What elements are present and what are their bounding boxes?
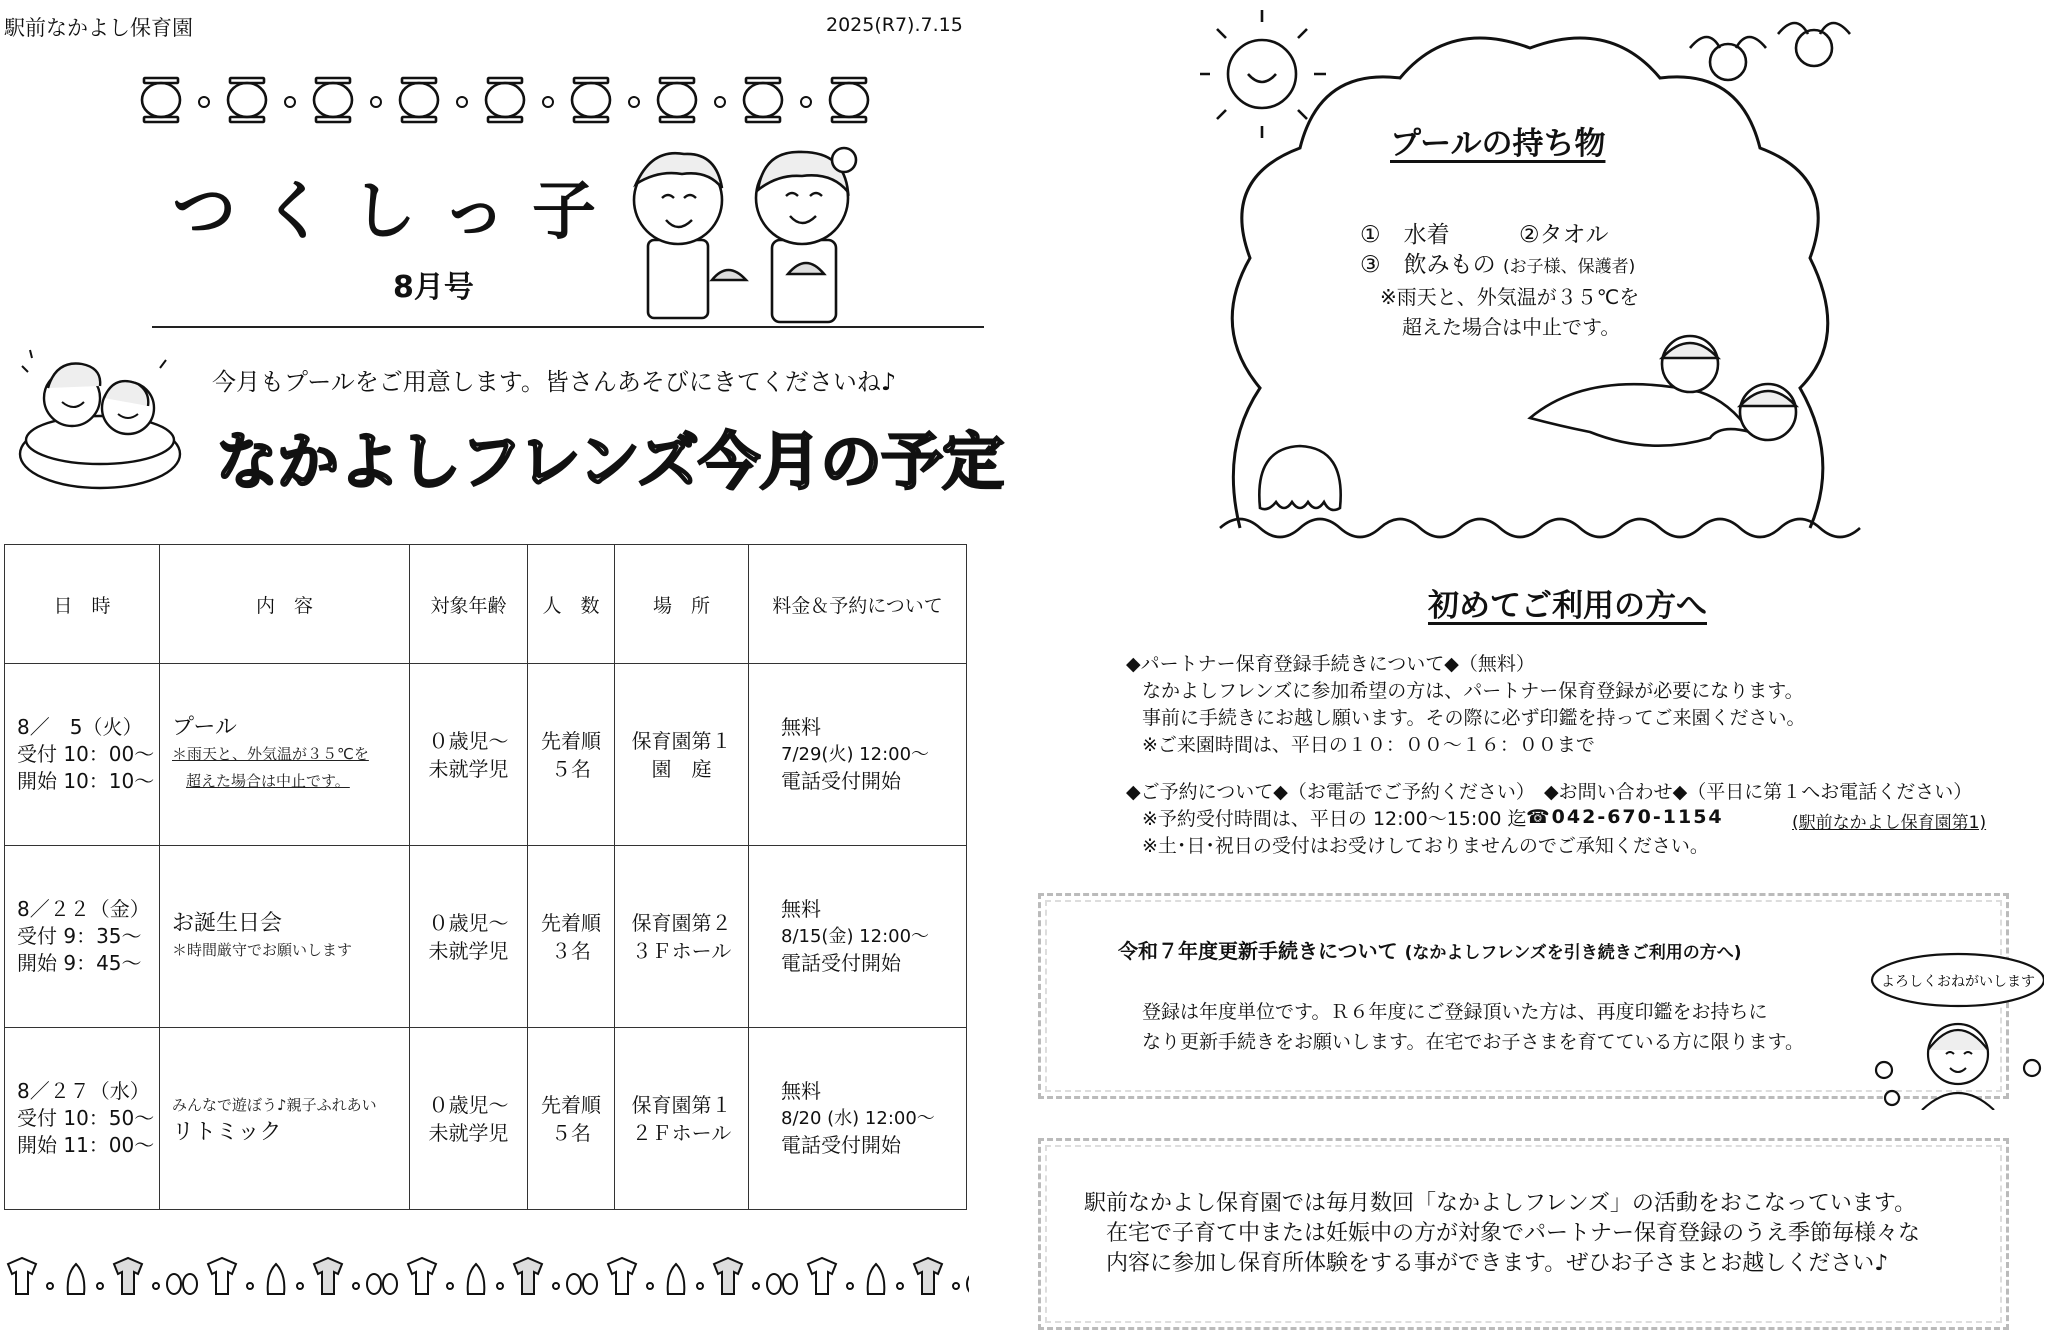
age-to: 未就学児 <box>428 938 509 963</box>
content-cell <box>160 1028 410 1210</box>
date-cell <box>5 664 160 846</box>
start-time: 開始 9：45～ <box>17 951 142 975</box>
renewal-text: なり更新手続きをお願いします。在宅でお子さまを育てている方に限ります。 <box>1142 1031 1804 1053</box>
fee-cell <box>749 1028 967 1210</box>
capacity-cell <box>528 664 615 846</box>
phone-note: (駅前なかよし保育園第1) <box>1792 813 1987 833</box>
renewal-text: 登録は年度単位です。Ｒ６年度にご登録頂いた方は、再度印鑑をお持ちに <box>1142 1001 1768 1023</box>
table-header-row <box>5 545 967 664</box>
start-time: 開始 11：00～ <box>17 1133 155 1157</box>
schedule-table <box>4 544 967 1210</box>
partner-text: 事前に手続きにお越し願います。その際に必ず印鑑を持ってご来園ください。 <box>1142 707 1806 729</box>
capacity-count: ５名 <box>551 1120 591 1145</box>
issue-date: 2025(R7).7.15 <box>826 14 963 36</box>
age-cell <box>410 846 528 1028</box>
table-row <box>5 664 967 846</box>
reception-time: 受付 10：00～ <box>17 742 155 766</box>
pool-items-list <box>1360 220 1639 342</box>
place-cell <box>615 664 749 846</box>
renewal-heading <box>1118 935 1742 964</box>
column-header: 内 容 <box>160 545 410 664</box>
age-from: ０歳児～ <box>428 1092 509 1117</box>
inquiry-heading: ◆お問い合わせ◆（平日に第１へお電話ください） <box>1544 781 1973 803</box>
about-text: 在宅で子育て中または妊娠中の方が対象でパートナー保育登録のうえ季節毎様々な <box>1106 1221 1921 1246</box>
place-room: ３Ｆホール <box>631 938 732 963</box>
booking-note: 電話受付開始 <box>781 1133 901 1157</box>
pool-item: ②タオル <box>1518 222 1609 248</box>
partner-text: なかよしフレンズに参加希望の方は、パートナー保育登録が必要になります。 <box>1142 680 1804 702</box>
content-cell <box>160 846 410 1028</box>
lantern-garland-illustration <box>140 72 880 128</box>
place-building: 保育園第１ <box>631 728 732 753</box>
reception-time: 受付 9：35～ <box>17 924 142 948</box>
capacity-count: ３名 <box>551 938 591 963</box>
first-time-heading: 初めてご利用の方へ <box>1428 588 1707 624</box>
age-cell <box>410 664 528 846</box>
table-row <box>5 846 967 1028</box>
partner-heading: ◆パートナー保育登録手続きについて◆（無料） <box>1126 653 1535 675</box>
booking-start: 8/20 (水) 12:00～ <box>781 1108 935 1129</box>
event-subtitle: みんなで遊ぼう♪親子ふれあい <box>172 1095 377 1114</box>
age-to: 未就学児 <box>428 756 509 781</box>
date-cell <box>5 846 160 1028</box>
pool-items-heading: プールの持ち物 <box>1390 126 1606 162</box>
booking-note: 電話受付開始 <box>781 769 901 793</box>
date-cell <box>5 1028 160 1210</box>
event-date: 8／２７（水） <box>17 1079 150 1103</box>
renewal-title: 令和７年度更新手続きについて <box>1118 939 1398 963</box>
column-header: 場 所 <box>615 545 749 664</box>
booking-start: 8/15(金) 12:00～ <box>781 926 930 947</box>
capacity-count: ５名 <box>551 756 591 781</box>
pool-note: ※雨天と、外気温が３５℃を <box>1380 285 1640 309</box>
schedule-heading: なかよしフレンズ今月の予定 <box>216 425 1004 498</box>
org-name: 駅前なかよし保育園 <box>4 16 193 40</box>
partner-text: ※ご来園時間は、平日の１０：００～１６：００まで <box>1142 734 1595 756</box>
place-cell <box>615 1028 749 1210</box>
place-cell <box>615 846 749 1028</box>
about-text: 駅前なかよし保育園では毎月数回「なかよしフレンズ」の活動をおこなっています。 <box>1084 1191 1917 1216</box>
intro-message: 今月もプールをご用意します。皆さんあそびにきてくださいね♪ <box>212 368 897 396</box>
age-from: ０歳児～ <box>428 910 509 935</box>
age-from: ０歳児～ <box>428 728 509 753</box>
pool-item: ① 水着 <box>1360 222 1450 248</box>
start-time: 開始 10：10～ <box>17 769 155 793</box>
column-header: 料金＆予約について <box>749 545 967 664</box>
greeting-girl-illustration <box>1862 950 2044 1110</box>
reception-time: 受付 10：50～ <box>17 1106 155 1130</box>
table-row <box>5 1028 967 1210</box>
place-building: 保育園第１ <box>631 1092 732 1117</box>
column-header: 対象年齢 <box>410 545 528 664</box>
pool-note: 超えた場合は中止です。 <box>1402 315 1621 339</box>
fee: 無料 <box>781 897 821 921</box>
fee-cell <box>749 846 967 1028</box>
renewal-title-note: (なかよしフレンズを引き続きご利用の方へ) <box>1404 943 1742 963</box>
phone-number[interactable]: ☎042-670-1154 <box>1526 806 1724 828</box>
fee: 無料 <box>781 715 821 739</box>
booking-heading: ◆ご予約について◆（お電話でご予約ください） <box>1126 781 1535 803</box>
fee-cell <box>749 664 967 846</box>
issue-label: 8月号 <box>393 270 474 305</box>
booking-text: ※予約受付時間は、平日の 12:00～15:00 迄 <box>1142 808 1527 830</box>
place-building: 保育園第２ <box>631 910 732 935</box>
kids-in-pool-illustration <box>14 346 184 494</box>
greeting-bubble-text: よろしくおねがいします <box>1881 974 2035 990</box>
content-cell <box>160 664 410 846</box>
yukata-geta-border-illustration <box>4 1252 969 1298</box>
capacity-rule: 先着順 <box>541 1092 601 1117</box>
event-note: ＊時間厳守でお願いします <box>172 940 353 959</box>
age-to: 未就学児 <box>428 1120 509 1145</box>
about-text: 内容に参加し保育所体験をする事ができます。ぜひお子さまとお越しください♪ <box>1106 1251 1889 1276</box>
capacity-cell <box>528 1028 615 1210</box>
booking-note: 電話受付開始 <box>781 951 901 975</box>
event-title: プール <box>172 715 237 740</box>
event-title: リトミック <box>172 1119 282 1145</box>
kids-eating-shaved-ice-illustration <box>612 140 882 328</box>
event-date: 8／２２（金） <box>17 897 150 921</box>
booking-start: 7/29(火) 12:00～ <box>781 744 930 765</box>
event-note: ＊雨天と、外気温が３５℃を <box>172 745 369 763</box>
newsletter-title: つくしっ子 <box>172 175 622 249</box>
event-date: 8／ 5（火） <box>17 715 143 739</box>
event-note: 超えた場合は中止です。 <box>186 772 350 790</box>
pool-item-note: (お子様、保護者) <box>1502 257 1636 277</box>
booking-text: ※土･日･祝日の受付はお受けしておりませんのでご承知ください。 <box>1142 835 1709 857</box>
column-header: 日 時 <box>5 545 160 664</box>
capacity-rule: 先着順 <box>541 910 601 935</box>
capacity-rule: 先着順 <box>541 728 601 753</box>
age-cell <box>410 1028 528 1210</box>
event-title: お誕生日会 <box>172 910 283 936</box>
place-room: ２Ｆホール <box>631 1120 732 1145</box>
column-header: 人 数 <box>528 545 615 664</box>
pool-item: ③ 飲みもの <box>1360 252 1496 278</box>
capacity-cell <box>528 846 615 1028</box>
place-room: 園 庭 <box>651 756 712 781</box>
fee: 無料 <box>781 1079 821 1103</box>
